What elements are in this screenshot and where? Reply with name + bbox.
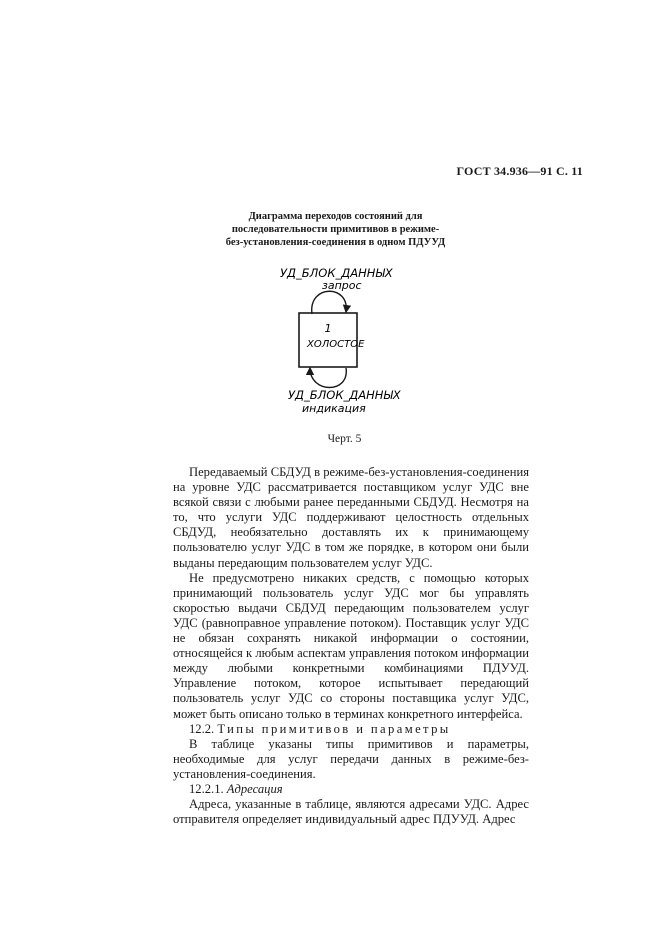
state-diagram (250, 262, 420, 422)
top-transition-label: УД_БЛОК_ДАННЫХ (280, 266, 393, 280)
caption-line-3: без-установления-соединения в одном ПДУУД (225, 237, 446, 248)
top-transition-arrow (312, 291, 347, 314)
paragraph-4: Адреса, указанные в таблице, являются адресами УДС. Адрес отправителя определяет индивидуальный адрес ПДУУД. Адрес (173, 797, 529, 827)
paragraph-1: Передаваемый СБДУД в режиме-без-установления-соединения на уровне УДС рассматривается поставщиком услуг УДС вне всякой связи с любыми ранее переданными СБДУД. Несмотря на то, что услуги УДС поддерживают целостность отдельных СБДУД, необязательно доставлять их к принимающему пользователю услуг УДС в том же порядке, в котором они были выданы передающим пользователем услуг УДС. (173, 465, 529, 570)
bottom-transition-arrow (310, 368, 346, 388)
subsection-number: 12.2.1. (189, 781, 224, 796)
section-heading-12-2-1 (173, 782, 529, 797)
bottom-transition-sublabel: индикация (302, 402, 366, 415)
paragraph-2: Не предусмотрено никаких средств, с помощью которых принимающий пользователь услуг УДС мог бы управлять скоростью выдачи СБДУД передающим пользователем услуг УДС (равноправное управление потоком). Поставщик услуг УДС не обязан сохранять никакой информации о состоянии, относящейся к любым аспектам управления потоком информации между любыми конкретными комбинациями ПДУУД. Управление потоком, которое испытывает передающий пользователь услуг УДС со стороны поставщика услуг УДС, может быть описано только в терминах конкретного интерфейса. (173, 570, 529, 721)
state-number: 1 (324, 322, 332, 335)
figure-caption (0, 210, 661, 249)
section-heading-12-2 (173, 722, 529, 737)
subsection-title: Адресация (226, 781, 283, 796)
state-name: ХОЛОСТОЕ (307, 339, 365, 350)
page-header: ГОСТ 34.936—91 С. 11 (456, 164, 583, 178)
paragraph-3: В таблице указаны типы примитивов и параметры, необходимые для услуг передачи данных в режиме-без-установления-соединения. (173, 736, 529, 781)
caption-line-1: Диаграмма переходов состояний для (248, 211, 423, 222)
bottom-transition-label: УД_БЛОК_ДАННЫХ (288, 388, 401, 402)
section-title: Типы примитивов и параметры (217, 721, 451, 736)
caption-line-2: последовательности примитивов в режиме- (231, 224, 440, 235)
figure-label: Черт. 5 (327, 433, 362, 445)
top-transition-sublabel: запрос (322, 279, 362, 292)
body-text (173, 465, 529, 827)
section-number: 12.2. (189, 721, 215, 736)
